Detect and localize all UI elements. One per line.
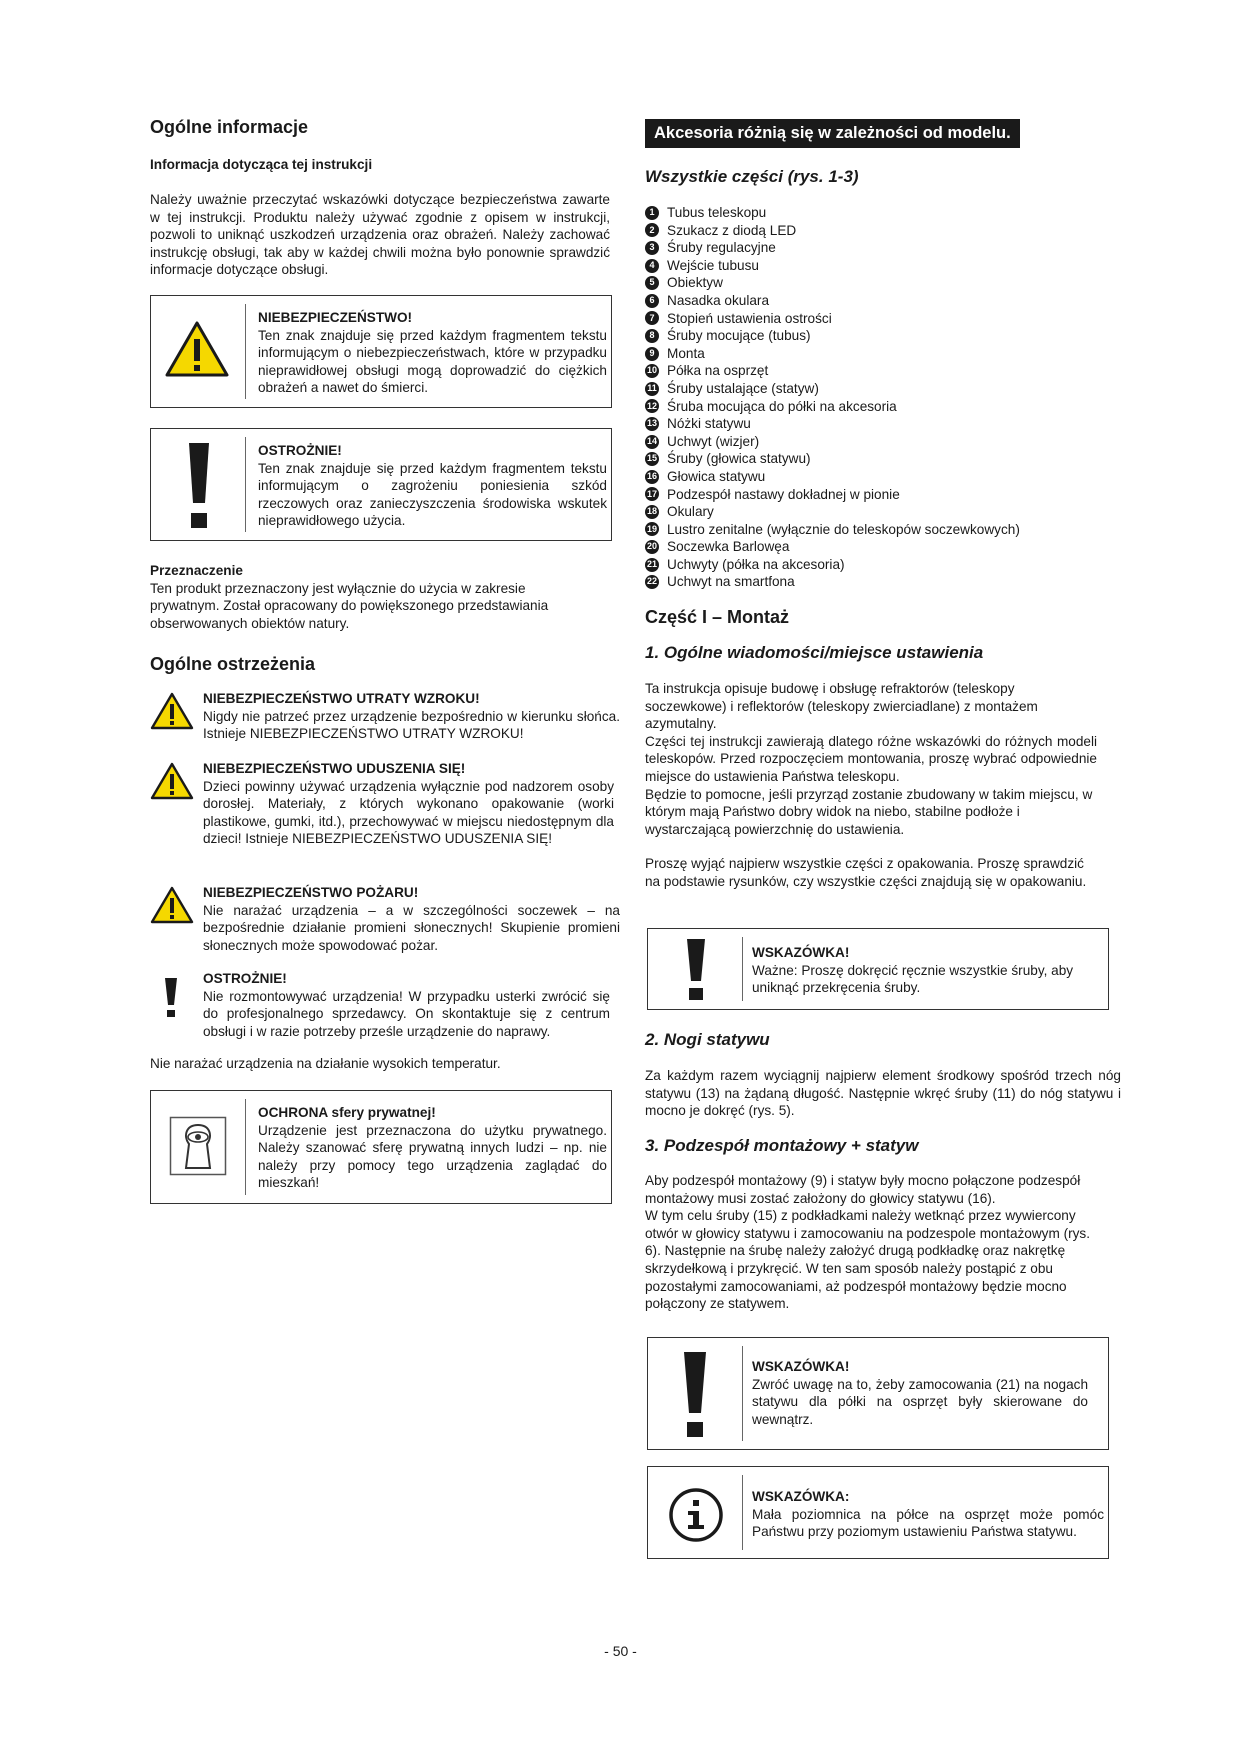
warning-text: Nie rozmontowywać urządzenia! W przypadku usterki zwrócić się do profesjonalnego sprzedawcy. On skontaktuje się z centrum obsługi i w razie potrzeby prześle urządzenie do naprawy. — [203, 988, 610, 1039]
part-number-badge: 19 — [645, 522, 659, 536]
manual-info-subheading: Informacja dotycząca tej instrukcji — [150, 157, 373, 172]
parts-list-item — [645, 310, 1125, 328]
part-label: Śruby (głowica statywu) — [667, 451, 811, 467]
parts-list-item — [645, 380, 1125, 398]
part-number-badge: 8 — [645, 329, 659, 343]
tip-title: WSKAZÓWKA! — [752, 945, 850, 960]
general-info-heading: Ogólne informacje — [150, 117, 309, 137]
parts-list-item — [645, 450, 1125, 468]
parts-list-item — [645, 468, 1125, 486]
exclamation-icon — [187, 443, 211, 534]
part-label: Stopień ustawienia ostrości — [667, 310, 832, 326]
section1-heading: 1. Ogólne wiadomości/miejsce ustawienia — [645, 643, 984, 662]
parts-list-item — [645, 222, 1125, 240]
parts-list-item — [645, 345, 1125, 363]
part-label: Śruby regulacyjne — [667, 240, 776, 256]
parts-list-item — [645, 415, 1125, 433]
warning-item — [150, 884, 620, 956]
warning-text: Dzieci powinny używać urządzenia wyłącznie pod nadzorem osoby dorosłej. Materiały, z których wykonano opakowanie (worki plastikowe, gumki, itd.), przechowywać w miejscu niedostępnym dla dzieci! Istnieje NIEBEZPIECZEŃSTWO UDUSZENIA SIĘ! — [203, 778, 614, 847]
caution-title: OSTROŻNIE! — [258, 443, 342, 458]
warning-title: NIEBEZPIECZEŃSTWO UDUSZENIA SIĘ! — [203, 761, 466, 776]
parts-list-item — [645, 503, 1125, 521]
part-label: Lustro zenitalne (wyłącznie do teleskopów soczewkowych) — [667, 521, 1020, 537]
section1-para-4: Proszę wyjąć najpierw wszystkie części z opakowania. Proszę sprawdzić na podstawie rysunków, czy wszystkie części znajdują się w opakowaniu. — [645, 856, 1087, 889]
privacy-keyhole-icon — [169, 1116, 227, 1181]
part-label: Podzespół nastawy dokładnej w pionie — [667, 486, 900, 502]
info-icon — [668, 1487, 724, 1548]
warning-text: Nie narażać urządzenia – a w szczególności soczewek – na bezpośrednie działanie promieni słonecznych! Skupienie promieni słonecznych może spowodować pożar. — [203, 902, 620, 953]
parts-list-item — [645, 327, 1125, 345]
parts-list — [645, 204, 1125, 591]
tip-title: WSKAZÓWKA! — [752, 1359, 850, 1374]
parts-heading: Wszystkie części (rys. 1-3) — [645, 167, 859, 186]
part-label: Głowica statywu — [667, 468, 766, 484]
part-number-badge: 5 — [645, 276, 659, 290]
part-number-badge: 6 — [645, 294, 659, 308]
tip-text: Mała poziomnica na półce na osprzęt może pomóc Państwu przy poziomym ustawieniu Państwa statywu. — [752, 1506, 1104, 1540]
part-number-badge: 13 — [645, 417, 659, 431]
part-label: Nasadka okulara — [667, 292, 770, 308]
section2-text: Za każdym razem wyciągnij najpierw element środkowy spośród trzech nóg statywu (13) na żądaną długość. Następnie wkręć śruby (11) do nóg statywu i mocno je dokręć (rys. 5). — [645, 1068, 1121, 1119]
warning-triangle-icon — [150, 762, 194, 805]
purpose-text: Ten produkt przeznaczony jest wyłącznie do użycia w zakresie prywatnym. Został opracowany do powiększonego przedstawiania obserwowanych obiektów natury. — [150, 580, 549, 631]
purpose-title: Przeznaczenie — [150, 563, 243, 578]
part-label: Okulary — [667, 504, 714, 520]
part-label: Śruba mocująca do półki na akcesoria — [667, 398, 897, 414]
warning-item — [150, 690, 620, 746]
part-label: Obiektyw — [667, 275, 723, 291]
part-label: Szukacz z diodą LED — [667, 222, 797, 238]
part-number-badge: 15 — [645, 452, 659, 466]
tip-notice-box — [647, 1337, 1109, 1450]
part-number-badge: 21 — [645, 558, 659, 572]
warning-title: NIEBEZPIECZEŃSTWO UTRATY WZROKU! — [203, 691, 480, 706]
privacy-title: OCHRONA sfery prywatnej! — [258, 1105, 436, 1120]
caution-notice-box — [150, 428, 612, 541]
parts-list-item — [645, 556, 1125, 574]
warning-title: NIEBEZPIECZEŃSTWO POŻARU! — [203, 885, 419, 900]
part-number-badge: 22 — [645, 575, 659, 589]
page-number: - 50 - — [604, 1643, 637, 1659]
parts-list-item — [645, 362, 1125, 380]
parts-list-item — [645, 398, 1125, 416]
section2-heading: 2. Nogi statywu — [645, 1030, 770, 1049]
part1-heading: Część I – Montaż — [645, 607, 790, 627]
warning-item — [150, 760, 614, 868]
part-label: Uchwyt (wizjer) — [667, 433, 760, 449]
part-number-badge: 7 — [645, 311, 659, 325]
exclamation-icon — [164, 978, 178, 1023]
part-label: Tubus teleskopu — [667, 205, 767, 220]
part-number-badge: 16 — [645, 470, 659, 484]
tip-notice-box — [647, 1466, 1109, 1559]
exclamation-icon — [682, 1352, 708, 1443]
part-number-badge: 9 — [645, 347, 659, 361]
part-number-badge: 20 — [645, 540, 659, 554]
section1-para-2: Części tej instrukcji zawierają dlatego różne wskazówki do różnych modeli teleskopów. Przed rozpoczęciem montowania, proszę wybrać odpowiednie miejsce do ustawienia Państwa teleskopu. — [645, 733, 1097, 784]
section3-para-1: Aby podzespół montażowy (9) i statyw były mocno połączone podzespół montażowy musi zostać założony do głowicy statywu (16). — [645, 1173, 1081, 1206]
part-label: Soczewka Barlowęa — [667, 539, 790, 555]
parts-list-item — [645, 486, 1125, 504]
section1-para-1: Ta instrukcja opisuje budowę i obsługę refraktorów (teleskopy soczewkowe) i reflektorów (teleskopy zwierciadlane) z montażem azymutalny. — [645, 681, 1038, 732]
parts-list-item — [645, 257, 1125, 275]
part-number-badge: 1 — [645, 206, 659, 220]
part-number-badge: 10 — [645, 364, 659, 378]
part-label: Wejście tubusu — [667, 257, 759, 273]
part-label: Uchwyty (półka na akcesoria) — [667, 556, 845, 572]
intro-paragraph: Należy uważnie przeczytać wskazówki dotyczące bezpieczeństwa zawarte w tej instrukcji. Produktu należy używać zgodnie z opisem w instrukcji, pozwoli to uniknąć uszkodzeń urządzenia oraz obrażeń. Należy zachować instrukcję obsługi, tak aby w każdej chwili można było ponownie sprawdzić informacje dotyczące obsługi. — [150, 192, 610, 278]
caution-text: Ten znak znajduje się przed każdym fragmentem tekstu informującym o zagrożeniu poniesienia szkód rzeczowych oraz zanieczyszczenia środowiska wskutek nieprawidłowego użycia. — [258, 460, 607, 529]
part-label: Śruby ustalające (statyw) — [667, 380, 819, 396]
warning-triangle-icon — [165, 320, 229, 383]
tip-notice-box — [647, 928, 1109, 1010]
part-label: Śruby mocujące (tubus) — [667, 328, 811, 344]
exclamation-icon — [685, 939, 707, 1006]
tip-title: WSKAZÓWKA: — [752, 1489, 850, 1504]
part-label: Nóżki statywu — [667, 416, 751, 432]
part-label: Półka na osprzęt — [667, 363, 769, 379]
part-number-badge: 11 — [645, 382, 659, 396]
part-number-badge: 4 — [645, 259, 659, 273]
parts-list-item — [645, 538, 1125, 556]
danger-title: NIEBEZPIECZEŃSTWO! — [258, 310, 413, 325]
danger-text: Ten znak znajduje się przed każdym fragmentem tekstu informującym o niebezpieczeństwach, które w przypadku nieprawidłowej obsługi mogą doprowadzić do ciężkich obrażeń a nawet do śmierci. — [258, 327, 607, 396]
parts-list-item — [645, 292, 1125, 310]
section3-heading: 3. Podzespół montażowy + statyw — [645, 1136, 919, 1155]
warning-triangle-icon — [150, 886, 194, 929]
heat-note: Nie narażać urządzenia na działanie wysokich temperatur. — [150, 1056, 501, 1071]
privacy-text: Urządzenie jest przeznaczona do użytku prywatnego. Należy szanować sferę prywatną innych ludzi – np. nie należy przy pomocy tego urządzenia zaglądać do mieszkań! — [258, 1122, 607, 1191]
section1-para-3: Będzie to pomocne, jeśli przyrząd zostanie zbudowany w takim miejscu, w którym mają Państwo dobry widok na niebo, stabilne podłoże i wystarczającą powierzchnię do ustawienia. — [645, 786, 1093, 837]
parts-list-item — [645, 239, 1125, 257]
privacy-notice-box — [150, 1090, 612, 1204]
section3-para-2: W tym celu śruby (15) z podkładkami należy wetknąć przez wywiercony otwór w głowicy statywu i zamocowaniu na podzespole montażowym (rys. 6). Następnie na śrubę należy założyć drugą podkładkę oraz nakrętkę skrzydełkową i przykręcić. W ten sam sposób należy postąpić z obu pozostałymi zamocowaniami, aż podzespół montażowy będzie mocno połączony ze statywem. — [645, 1208, 1090, 1312]
warning-item — [150, 970, 610, 1042]
part-label: Monta — [667, 345, 705, 361]
part-number-badge: 3 — [645, 241, 659, 255]
parts-list-item — [645, 204, 1125, 222]
warning-text: Nigdy nie patrzeć przez urządzenie bezpośrednio w kierunku słońca. Istnieje NIEBEZPIECZEŃSTWO UTRATY WZROKU! — [203, 708, 620, 742]
part-number-badge: 14 — [645, 435, 659, 449]
part-number-badge: 2 — [645, 223, 659, 237]
part-number-badge: 18 — [645, 505, 659, 519]
general-warnings-heading: Ogólne ostrzeżenia — [150, 654, 316, 674]
tip-text: Ważne: Proszę dokręcić ręcznie wszystkie śruby, aby uniknąć przekręcenia śruby. — [752, 962, 1074, 996]
warning-triangle-icon — [150, 692, 194, 735]
parts-list-item — [645, 573, 1125, 591]
tip-text: Zwróć uwagę na to, żeby zamocowania (21) na nogach statywu dla półki na osprzęt były skierowane do wewnątrz. — [752, 1376, 1088, 1427]
warning-title: OSTROŻNIE! — [203, 971, 287, 986]
parts-list-item — [645, 274, 1125, 292]
part-label: Uchwyt na smartfona — [667, 574, 795, 590]
part-number-badge: 12 — [645, 399, 659, 413]
parts-list-item — [645, 521, 1125, 539]
accessories-banner: Akcesoria różnią się w zależności od modelu. — [645, 119, 1020, 148]
part-number-badge: 17 — [645, 487, 659, 501]
parts-list-item — [645, 433, 1125, 451]
danger-notice-box — [150, 295, 612, 408]
